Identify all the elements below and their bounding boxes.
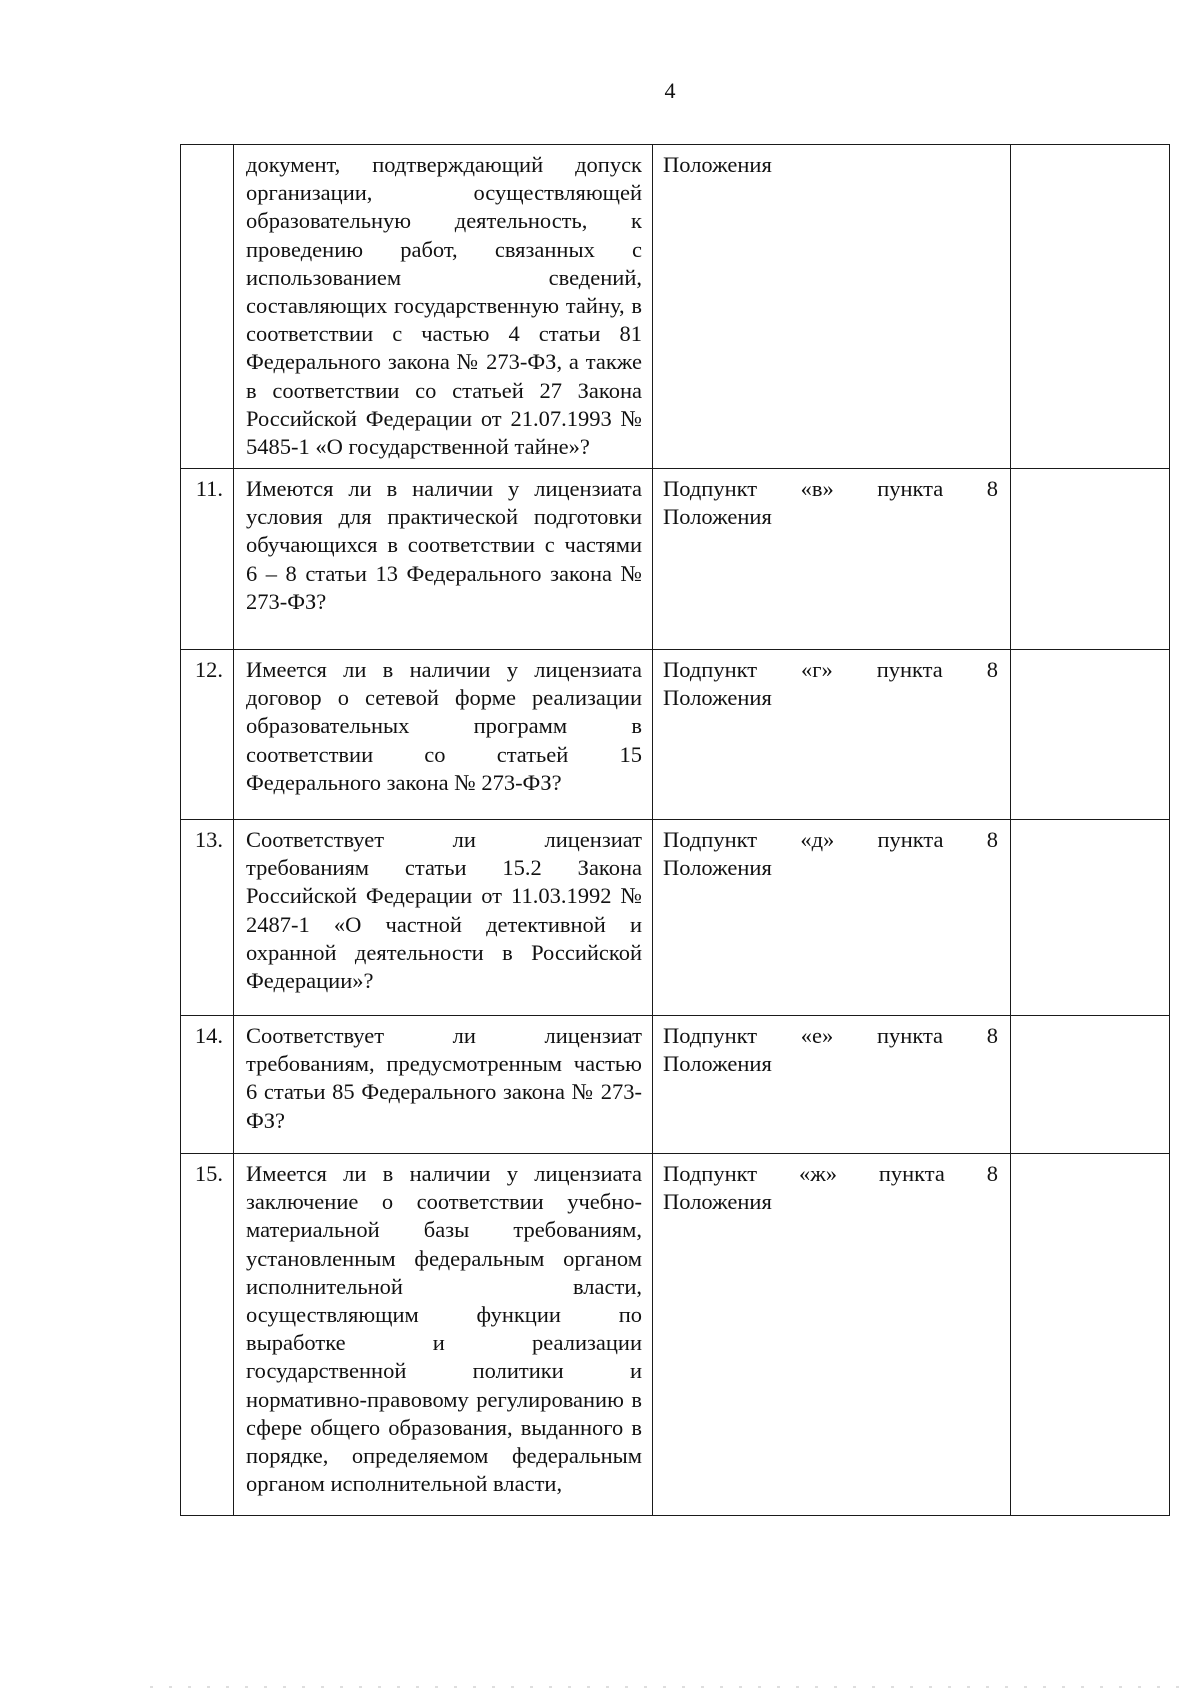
row-number	[181, 145, 234, 469]
basis-word: «е»	[800, 1023, 834, 1048]
question-cell	[234, 1016, 653, 1154]
legal-basis-line1	[663, 475, 998, 503]
basis-word: Подпункт	[663, 1161, 758, 1186]
legal-basis-cell	[653, 820, 1011, 1016]
legal-basis-cell	[653, 650, 1011, 820]
basis-word: Подпункт	[663, 1023, 758, 1048]
question-cell	[234, 650, 653, 820]
question-text: документ, подтверждающий допуск организации, осуществляющей образовательную деятельность, к проведению работ, связанных с использованием сведений, составляющих государственную тайну, в соответствии с частью 4 статьи 81 Федерального закона № 273-ФЗ, а также в соответствии со статьей 27 Закона Российской Федерации от 21.07.1993 № 5485-1 «О государственной тайне»?	[246, 152, 642, 460]
basis-word: пункта	[876, 1023, 944, 1048]
basis-word: пункта	[877, 476, 944, 501]
basis-word: «д»	[800, 827, 835, 852]
result-cell	[1011, 650, 1170, 820]
scan-artifact-strip	[150, 1686, 1180, 1688]
table-row	[181, 650, 1170, 820]
basis-word: пункта	[876, 657, 943, 682]
legal-basis-line2: Положения	[663, 504, 772, 530]
question-cell	[234, 1154, 653, 1516]
question-text: Имеются ли в наличии у лицензиата условия для практической подготовки обучающихся в соответствии с частями 6 – 8 статьи 13 Федерального закона № 273-ФЗ?	[246, 476, 642, 614]
legal-basis-cell	[653, 469, 1011, 650]
legal-basis-line1	[663, 1022, 998, 1050]
question-text: Соответствует ли лицензиат требованиям, предусмотренным частью 6 статьи 85 Федерального закона № 273-ФЗ?	[246, 1023, 642, 1133]
basis-word: «г»	[801, 657, 833, 682]
basis-word: пункта	[878, 1161, 945, 1186]
row-number: 11.	[181, 469, 234, 650]
question-cell	[234, 145, 653, 469]
basis-word: 8	[986, 1161, 998, 1186]
legal-basis-cell	[653, 145, 1011, 469]
page-number: 4	[664, 78, 676, 103]
checklist-table-body	[181, 145, 1170, 1516]
question-cell	[234, 820, 653, 1016]
result-cell	[1011, 145, 1170, 469]
basis-word: Подпункт	[663, 827, 758, 852]
table-row	[181, 1016, 1170, 1154]
row-number: 13.	[181, 820, 234, 1016]
legal-basis-line2: Положения	[663, 152, 772, 177]
question-text: Имеется ли в наличии у лицензиата договор о сетевой форме реализации образовательных программ в соответствии со статьей 15 Федерального закона № 273-ФЗ?	[246, 657, 642, 795]
legal-basis-line2: Положения	[663, 1189, 772, 1215]
basis-word: Подпункт	[663, 476, 758, 501]
legal-basis-line1	[663, 1160, 998, 1188]
legal-basis-line1	[663, 656, 998, 684]
result-cell	[1011, 469, 1170, 650]
legal-basis-cell	[653, 1016, 1011, 1154]
basis-word: 8	[986, 476, 998, 501]
legal-basis-line2: Положения	[663, 855, 772, 881]
basis-word: 8	[986, 657, 998, 682]
table-row	[181, 145, 1170, 469]
table-row	[181, 1154, 1170, 1516]
legal-basis-line1	[663, 826, 998, 854]
row-number: 15.	[181, 1154, 234, 1516]
result-cell	[1011, 1154, 1170, 1516]
question-cell	[234, 469, 653, 650]
row-number: 14.	[181, 1016, 234, 1154]
legal-basis-line2: Положения	[663, 1051, 772, 1077]
basis-word: 8	[986, 1023, 998, 1048]
basis-word: 8	[986, 827, 998, 852]
basis-word: «в»	[800, 476, 834, 501]
result-cell	[1011, 1016, 1170, 1154]
legal-basis-cell	[653, 1154, 1011, 1516]
legal-basis-line2: Положения	[663, 685, 772, 711]
result-cell	[1011, 820, 1170, 1016]
basis-word: «ж»	[798, 1161, 837, 1186]
question-text: Имеется ли в наличии у лицензиата заключение о соответствии учебно-материальной базы требованиям, установленным федеральным органом исполнительной власти, осуществляющим функции по выработке и реализации государственной политики и нормативно-правовому регулированию в сфере общего образования, выданного в порядке, определяемом федеральным органом исполнительной власти,	[246, 1161, 642, 1497]
question-text: Соответствует ли лицензиат требованиям статьи 15.2 Закона Российской Федерации от 11.03.1992 № 2487-1 «О частной детективной и охранной деятельности в Российской Федерации»?	[246, 827, 642, 994]
table-row	[181, 469, 1170, 650]
basis-word: Подпункт	[663, 657, 758, 682]
checklist-table	[180, 144, 1170, 1516]
row-number: 12.	[181, 650, 234, 820]
basis-word: пункта	[877, 827, 944, 852]
table-row	[181, 820, 1170, 1016]
